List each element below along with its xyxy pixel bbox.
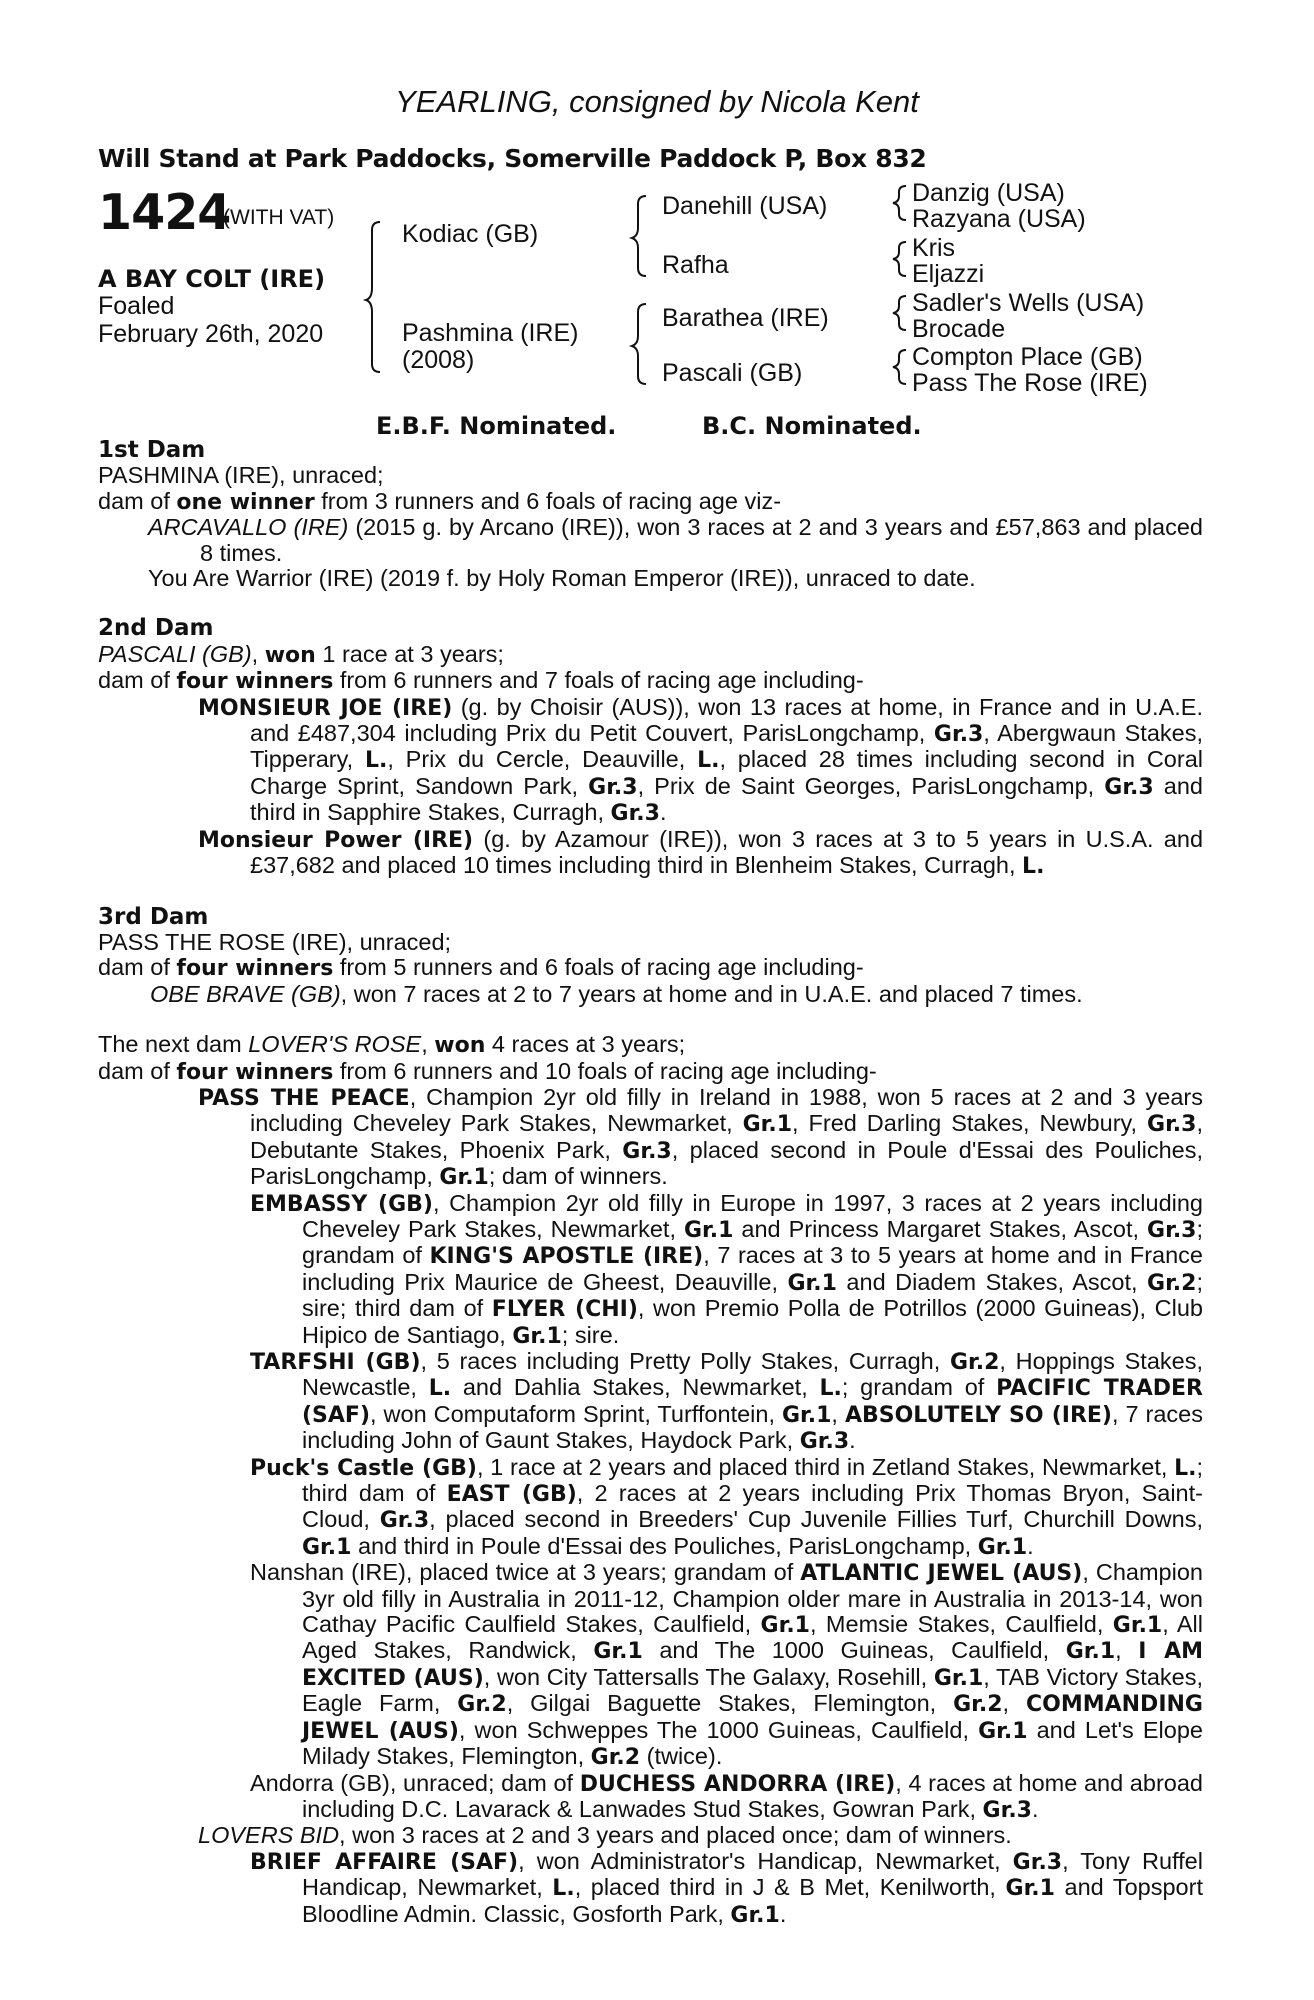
sire-sire-sire: Danzig (USA) [912,179,1065,207]
foaled-date: February 26th, 2020 [98,320,324,348]
lot-name: A BAY COLT (IRE) [98,265,326,293]
dam-dam-sire: Compton Place (GB) [912,343,1143,371]
dam-dam: Pascali (GB) [662,359,803,387]
lot-number: 1424 [98,184,231,241]
dam-year: (2008) [402,346,475,374]
third-dam-name: PASS THE ROSE (IRE), unraced; [98,928,452,955]
progeny-entry: BRIEF AFFAIRE (SAF), won Administrator's Handicap, Newmarket, Gr.3, Tony Ruffel Handicap, Newmarket, L., placed third in J & B Met, Kenilworth, Gr.1 and Topsport Bloodline Admin. Classic, Gosforth Park, Gr.1. [250,1847,1203,1928]
sire-dam-dam: Eljazzi [912,260,985,288]
dam-sire: Barathea (IRE) [662,304,829,332]
dam: Pashmina (IRE) [402,319,579,347]
next-dam-summary: dam of four winners from 6 runners and 10 foals of racing age including- [98,1057,877,1085]
progeny-entry: PASS THE PEACE, Champion 2yr old filly in Ireland in 1988, won 5 races at 2 and 3 years including Cheveley Park Stakes, Newmarket, Gr.1, Fred Darling Stakes, Newbury, Gr.3, Debutante Stakes, Phoenix Park, Gr.3, placed second in Poule d'Essai des Pouliches, ParisLongchamp, Gr.1; dam of winners. [198,1083,1204,1191]
dam-sire-sire: Sadler's Wells (USA) [912,289,1145,317]
third-dam-summary: dam of four winners from 5 runners and 6 foals of racing age including- [98,954,864,982]
foaled-label: Foaled [98,292,175,320]
progeny-entry: ARCAVALLO (IRE) (2015 g. by Arcano (IRE)), won 3 races at 2 and 3 years and £57,863 and placed 8 times. [148,514,1204,566]
first-dam-name: PASHMINA (IRE), unraced; [98,462,384,489]
second-dam-summary: dam of four winners from 6 runners and 7 foals of racing age including- [98,667,864,695]
sire: Kodiac (GB) [402,220,539,248]
progeny-entry: OBE BRAVE (GB), won 7 races at 2 to 7 years at home and in U.A.E. and placed 7 times. [150,980,1083,1007]
first-dam-heading: 1st Dam [98,437,206,463]
first-dam-summary: dam of one winner from 3 runners and 6 foals of racing age viz- [98,487,782,515]
vat-note: (WITH VAT) [223,206,335,229]
stand-location: Will Stand at Park Paddocks, Somerville Paddock P, Box 832 [98,144,927,173]
sire-dam-sire: Kris [912,234,956,262]
progeny-entry: Puck's Castle (GB), 1 race at 2 years and placed third in Zetland Stakes, Newmarket, L.; third dam of EAST (GB), 2 races at 2 years including Prix Thomas Bryon, Saint-Cloud, Gr.3, placed second in Breeders' Cup Juvenile Fillies Turf, Churchill Downs, Gr.1 and third in Poule d'Essai des Pouliches, ParisLongchamp, Gr.1. [250,1453,1203,1560]
third-dam-heading: 3rd Dam [98,903,209,930]
second-dam-name: PASCALI (GB), won 1 race at 3 years; [98,640,504,668]
bc-nomination: B.C. Nominated. [702,412,922,440]
dam-sire-dam: Brocade [912,315,1006,343]
progeny-entry: TARFSHI (GB), 5 races including Pretty Polly Stakes, Curragh, Gr.2, Hoppings Stakes, Newcastle, L. and Dahlia Stakes, Newmarket, L.; grandam of PACIFIC TRADER (SAF), won Computaform Sprint, Turffontein, Gr.1, ABSOLUTELY SO (IRE), 7 races including John of Gaunt Stakes, Haydock Park, Gr.3. [250,1348,1204,1455]
dam-dam-dam: Pass The Rose (IRE) [912,369,1148,397]
sire-sire: Danehill (USA) [662,192,828,220]
ebf-nomination: E.B.F. Nominated. [376,412,617,440]
progeny-entry: EMBASSY (GB), Champion 2yr old filly in Europe in 1997, 3 races at 2 years including Cheveley Park Stakes, Newmarket, Gr.1 and Princess Margaret Stakes, Ascot, Gr.3; grandam of KING'S APOSTLE (IRE), 7 races at 3 to 5 years at home and in France including Prix Maurice de Gheest, Deauville, Gr.1 and Diadem Stakes, Ascot, Gr.2; sire; third dam of FLYER (CHI), won Premio Polla de Potrillos (2000 Guineas), Club Hipico de Santiago, Gr.1; sire. [250,1189,1204,1349]
progeny-entry: Nanshan (IRE), placed twice at 3 years; grandam of ATLANTIC JEWEL (AUS), Champion 3yr old filly in Australia in 2011-12, Champion older mare in Australia in 2013-14, won Cathay Pacific Caulfield Stakes, Caulfield, Gr.1, Memsie Stakes, Caulfield, Gr.1, All Aged Stakes, Randwick, Gr.1 and The 1000 Guineas, Caulfield, Gr.1, I AM EXCITED (AUS), won City Tattersalls The Galaxy, Rosehill, Gr.1, TAB Victory Stakes, Eagle Farm, Gr.2, Gilgai Baguette Stakes, Flemington, Gr.2, COMMANDING JEWEL (AUS), won Schweppes The 1000 Guineas, Caulfield, Gr.1 and Let's Elope Milady Stakes, Flemington, Gr.2 (twice). [250,1559,1204,1771]
progeny-entry: Andorra (GB), unraced; dam of DUCHESS ANDORRA (IRE), 4 races at home and abroad including D.C. Lavarack & Lanwades Stud Stakes, Gowran Park, Gr.3. [250,1769,1203,1823]
progeny-entry: Monsieur Power (IRE) (g. by Azamour (IRE)), won 3 races at 3 to 5 years in U.S.A. and £37,682 and placed 10 times including third in Blenheim Stakes, Curragh, L. [198,825,1204,880]
second-dam-heading: 2nd Dam [98,615,214,642]
sire-sire-dam: Razyana (USA) [912,205,1086,233]
progeny-entry: MONSIEUR JOE (IRE) (g. by Choisir (AUS)), won 13 races at home, in France and in U.A.E. and £487,304 including Prix du Petit Couvert, ParisLongchamp, Gr.3, Abergwaun Stakes, Tipperary, L., Prix du Cercle, Deauville, L., placed 28 times including second in Coral Charge Sprint, Sandown Park, Gr.3, Prix de Saint Georges, ParisLongchamp, Gr.3 and third in Sapphire Stakes, Curragh, Gr.3. [198,693,1204,827]
produce-record [98,438,1203,1928]
next-dam-name: The next dam LOVER'S ROSE, won 4 races at 3 years; [98,1031,686,1059]
catalogue-header: YEARLING, consigned by Nicola Kent [395,84,919,119]
progeny-entry: LOVERS BID, won 3 races at 2 and 3 years and placed once; dam of winners. [198,1822,1012,1849]
sire-dam: Rafha [662,251,729,279]
progeny-entry: You Are Warrior (IRE) (2019 f. by Holy Roman Emperor (IRE)), unraced to date. [148,565,976,592]
